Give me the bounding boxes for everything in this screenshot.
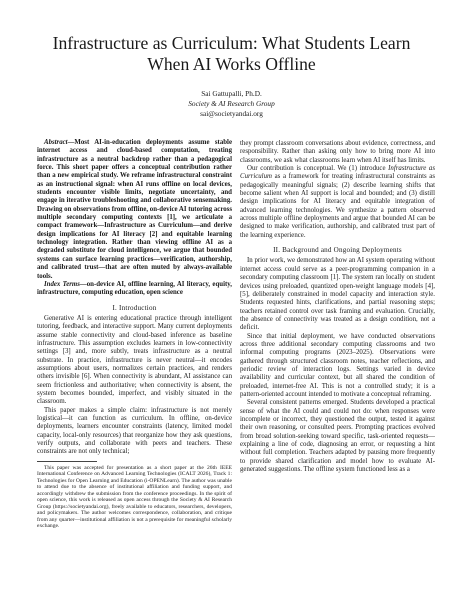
section-heading-background: II. Background and Ongoing Deployments xyxy=(273,246,402,255)
author-email[interactable]: sai@societyandai.org xyxy=(200,109,263,118)
left-column xyxy=(37,139,232,530)
contribution-text-end: as a framework for treating infrastructural constraints as pedagogically meaningful signals; (2) describe learning shifts that become salient when AI support is local and bounded; and (3) distill design implications for AI literacy and equitable integration of advanced learning technologies. We synthesize a pattern observed across multiple offline deployments and argue that bounded AI can be designed to make verification, authorship, and calibrated trust part of the learning experience. xyxy=(240,173,435,239)
abstract-text: —Most AI-in-education deployments assume stable internet access and cloud-based computation, treating infrastructure as a neutral backdrop rather than a pedagogical force. This short paper offers a conceptual contribution rather than a new empirical study. We reframe infrastructural constraint as an instructional signal: when AI runs offline on local devices, students encounter visible limits, negotiate uncertainty, and engage in iterative troubleshooting and collaborative sensemaking. Drawing on observations from offline, on-device AI tutoring across multiple secondary computing contexts [1], we articulate a compact framework—Infrastructure as Curriculum—and derive design implications for AI literacy [2] and equitable learning technology integration. Rather than viewing offline AI as a degraded substitute for cloud intelligence, we argue that bounded systems can surface learning practices—verification, authorship, and calibrated trust—that are often muted by always-available tools. xyxy=(37,139,232,280)
paper-title xyxy=(20,33,443,75)
index-terms xyxy=(37,281,232,298)
background-paragraph-3: Several consistent patterns emerged. Students developed a practical sense of what the AI could and could not do: when responses were incomplete or incorrect, they questioned the output, tested it against their own reasoning, or consulted peers. Prompting practices evolved from broad solution-seeking toward specific, task-oriented requests—explaining a line of code, diagnosing an error, or requesting a hint without full completion. Teachers adapted by pausing more frequently to provide shared clarification and model how to evaluate AI-generated suggestions. The offline system functioned less as a xyxy=(240,399,435,474)
contribution-text-start: Our contribution is conceptual. We (1) introduce xyxy=(247,165,389,173)
background-paragraph-1: In prior work, we demonstrated how an AI system operating without internet access could serve as a peer-programming companion in a secondary computing classroom [1]. The system ran locally on student devices using preloaded, quantized open-weight language models [4], [5], deliberately constrained in model capacity and interaction style. Students requested hints, clarifications, and partial reasoning steps; teachers retained control over task framing and evaluation. Crucially, the absence of connectivity was treated as a design condition, not a deficit. xyxy=(240,257,435,332)
intro-paragraph-3: they prompt classroom conversations about evidence, correctness, and responsibility. Rather than asking only how to bring more AI into classrooms, we ask what classrooms learn when AI itself has limits. xyxy=(240,140,435,164)
right-column xyxy=(240,140,435,474)
background-paragraph-2: Since that initial deployment, we have conducted observations across three additional secondary computing classrooms and two informal computing programs (2023–2025). Observations were gathered through structured classroom notes, teacher reflections, and periodic review of interaction logs. Settings varied in device availability and curricular context, but all shared the condition of preloaded, internet-free AI. This is not a controlled study; it is a pattern-oriented account intended to motivate a conceptual reframing. xyxy=(240,332,435,398)
contribution-paragraph xyxy=(240,165,435,240)
section-heading-introduction: I. Introduction xyxy=(112,303,157,312)
title-line-1: Infrastructure as Curriculum: What Students Learn xyxy=(52,33,411,53)
author-block xyxy=(20,89,443,119)
index-terms-lead: Index Terms xyxy=(44,280,80,288)
framework-name: Infrastructure as Curriculum xyxy=(240,165,435,181)
author-name: Sai Gattupalli, Ph.D. xyxy=(201,89,262,98)
author-affiliation: Society & AI Research Group xyxy=(188,99,275,108)
index-terms-text: —on-device AI, offline learning, AI literacy, equity, infrastructure, computing education, open science xyxy=(37,280,232,297)
abstract xyxy=(37,139,232,281)
intro-paragraph-2: This paper makes a simple claim: infrastructure is not merely logistical—it can function as curriculum. In offline, on-device deployments, learners encounter constraints (latency, limited model capacity, local-only resources) that reorganize how they ask questions, verify outputs, and collaborate with peers and teachers. These constraints are not only technical; xyxy=(37,406,232,456)
abstract-lead: Abstract xyxy=(44,139,68,146)
title-line-2: When AI Works Offline xyxy=(147,54,316,74)
footnote: This paper was accepted for presentation as a short paper at the 26th IEEE International Conference on Advanced Learning Technologies (ICALT 2026), Track 1: Technologies for Open Learning and Education (i-OPENLearn). The author was unable to attend due to the absence of institutional affiliation and funding support, and accordingly withdrew the submission from the conference proceedings. In the spirit of open science, this work is released as open access through the Society & AI Research Group (https://societyandai.org), freely available to educators, researchers, developers, and policymakers. The author welcomes correspondence, collaboration, and critique from any quarter—institutional affiliation is not a prerequisite for meaningful scholarly exchange. xyxy=(37,464,232,530)
footnote-divider xyxy=(37,461,97,462)
intro-paragraph-1: Generative AI is entering educational practice through intelligent tutoring, feedback, and interactive support. Many current deployments assume stable connectivity and cloud-based inference as baseline infrastructure. This assumption excludes learners in low-connectivity settings [3] and, more subtly, treats infrastructure as a neutral substrate. In practice, infrastructure is never neutral—it encodes assumptions about users, normalizes certain practices, and renders others invisible [6]. When connectivity is abundant, AI assistance can seem frictionless and authoritative; when connectivity is absent, the system becomes bounded, imperfect, and visibly situated in the classroom. xyxy=(37,314,232,406)
